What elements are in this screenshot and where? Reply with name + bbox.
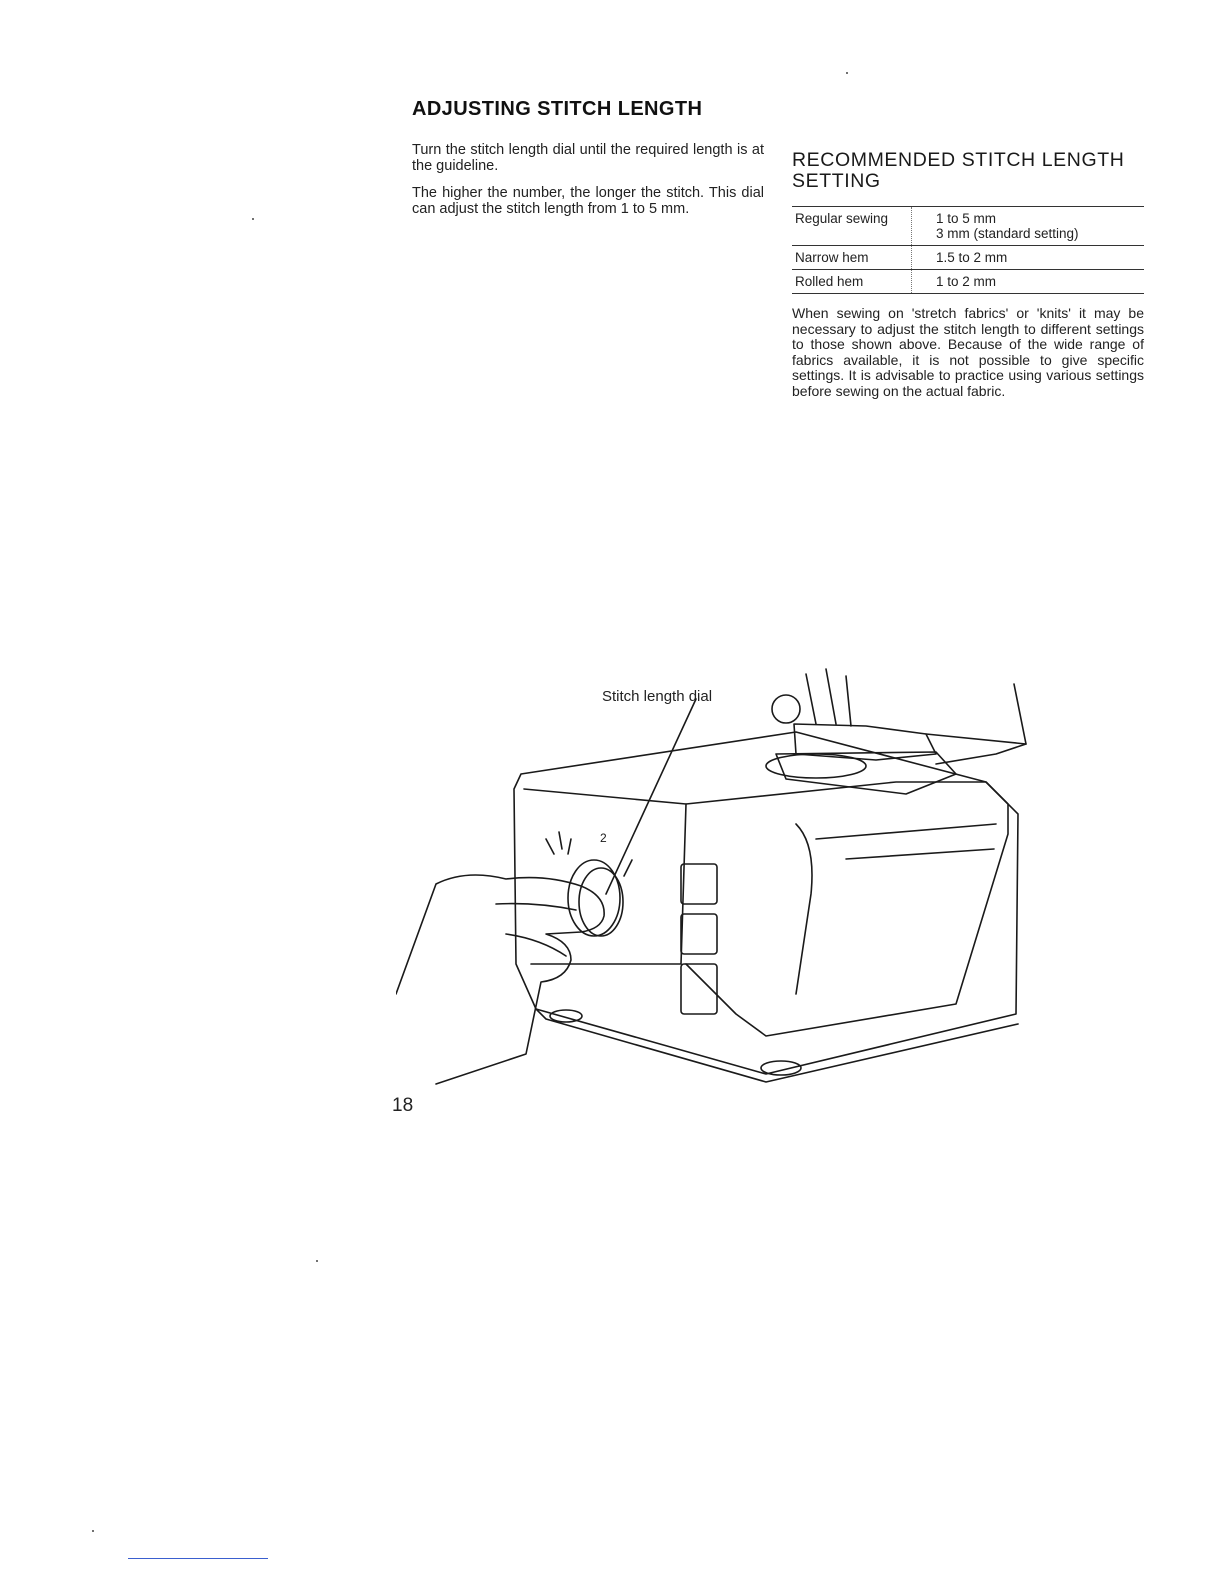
setting-label: Regular sewing bbox=[792, 207, 912, 246]
scan-speck bbox=[92, 1530, 94, 1532]
finger-line bbox=[496, 904, 576, 910]
table-row bbox=[792, 270, 1144, 294]
side-cover-curve bbox=[796, 824, 812, 994]
fabric-edge bbox=[1014, 684, 1026, 744]
dial-mark-label: 2 bbox=[600, 831, 607, 845]
setting-value-line: 1 to 5 mm bbox=[936, 211, 997, 226]
needle-plate bbox=[776, 752, 956, 794]
table-row bbox=[792, 207, 1144, 246]
recommendations-title bbox=[792, 150, 1144, 192]
tension-knob bbox=[772, 695, 800, 723]
instructions-column bbox=[412, 142, 764, 228]
recommendations-title-line: RECOMMENDED STITCH LENGTH bbox=[792, 149, 1125, 171]
setting-value: 1 to 2 mm bbox=[936, 274, 997, 289]
hinge bbox=[681, 914, 717, 954]
instruction-paragraph: The higher the number, the longer the stitch. This dial can adjust the stitch length from 1 to 5 mm. bbox=[412, 185, 764, 217]
needle-bar bbox=[846, 676, 851, 726]
machine-foot bbox=[761, 1061, 801, 1075]
setting-value: 1.5 to 2 mm bbox=[936, 250, 1008, 265]
side-cover bbox=[686, 782, 1008, 1036]
scan-speck bbox=[846, 72, 848, 74]
dial-ticks bbox=[546, 832, 632, 876]
needle-bar bbox=[826, 669, 836, 724]
stitch-length-dial-rim bbox=[568, 860, 620, 936]
hinge bbox=[681, 864, 717, 904]
sewing-machine-illustration bbox=[396, 664, 1036, 1094]
recommendations-title-line: SETTING bbox=[792, 170, 881, 192]
recommendations-column bbox=[792, 150, 1144, 399]
hand-outline bbox=[396, 875, 604, 1084]
front-panel bbox=[524, 789, 686, 964]
instruction-paragraph: Turn the stitch length dial until the required length is at the guideline. bbox=[412, 142, 764, 174]
cover-ridge bbox=[846, 849, 994, 859]
machine-body-outline bbox=[514, 732, 1018, 1074]
setting-label: Narrow hem bbox=[792, 246, 912, 270]
needle-bar bbox=[806, 674, 816, 724]
page-number: 18 bbox=[392, 1095, 414, 1116]
section-title: ADJUSTING STITCH LENGTH bbox=[412, 98, 703, 120]
footer-rule bbox=[128, 1558, 268, 1559]
scan-speck bbox=[252, 218, 254, 220]
stretch-fabric-note: When sewing on 'stretch fabrics' or 'knits' it may be necessary to adjust the stitch length to different settings to those shown above. Because of the wide range of fabrics available, it is not possible to give specific settings. It is advisable to practice using various settings before sewing on the actual fabric. bbox=[792, 305, 1144, 399]
table-row bbox=[792, 246, 1144, 270]
cover-ridge bbox=[816, 824, 996, 839]
fabric-sheet bbox=[926, 734, 1026, 764]
machine-foot bbox=[550, 1010, 582, 1022]
setting-label: Rolled hem bbox=[792, 270, 912, 294]
setting-value bbox=[912, 207, 1145, 246]
setting-value-line: 3 mm (standard setting) bbox=[936, 226, 1079, 241]
scan-speck bbox=[316, 1260, 318, 1262]
dial-callout-label: Stitch length dial bbox=[602, 688, 713, 705]
stitch-length-table bbox=[792, 206, 1144, 294]
